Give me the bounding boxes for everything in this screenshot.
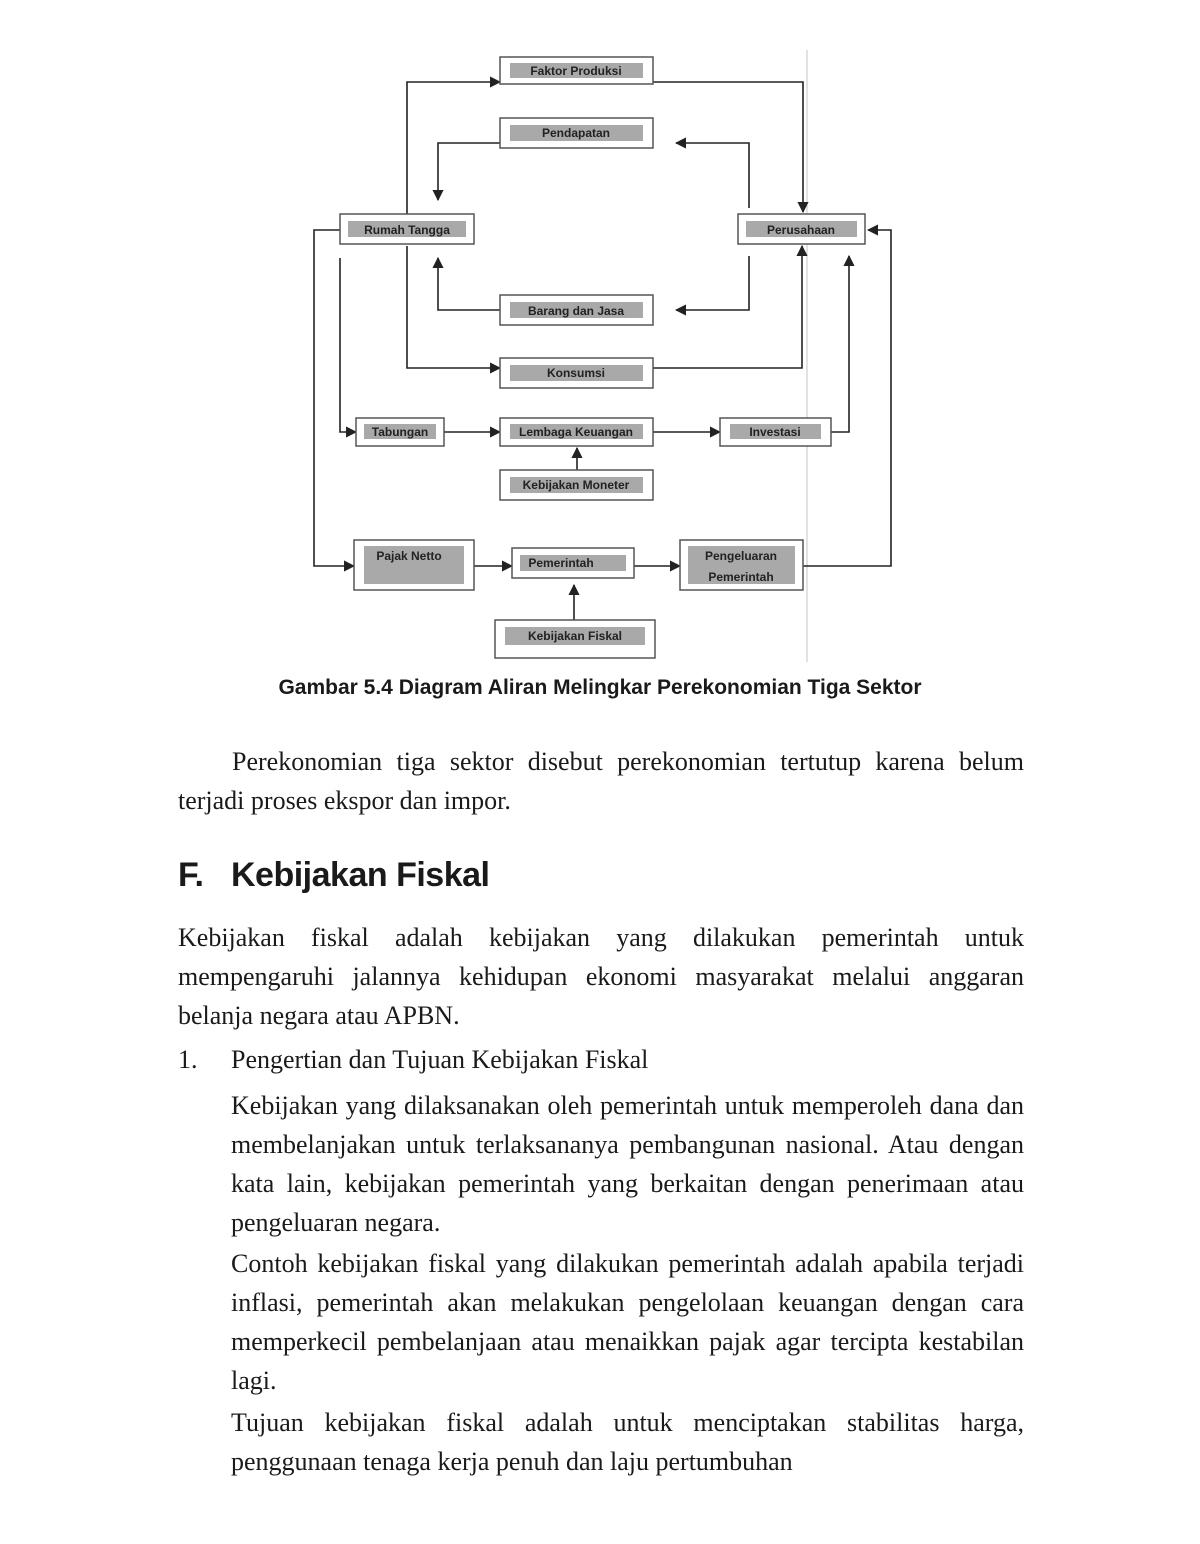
- flow-faktor-produksi-in: [407, 82, 500, 214]
- node-kebijakan-fiskal: [495, 620, 655, 658]
- flow-faktor-produksi-out: [653, 82, 803, 212]
- flow-barang-jasa-out: [438, 258, 500, 310]
- svg-text:Pemerintah: Pemerintah: [708, 570, 774, 584]
- node-investasi: [720, 418, 831, 446]
- svg-text:Kebijakan Moneter: Kebijakan Moneter: [522, 478, 630, 492]
- node-barang-dan-jasa: [500, 295, 653, 325]
- node-pemerintah: [512, 548, 634, 578]
- intro-paragraph: Perekonomian tiga sektor disebut perekonomian tertutup karena belum terjadi proses ekspor dan impor.: [178, 747, 1024, 815]
- flow-konsumsi-out: [653, 246, 802, 368]
- list-paragraph: Tujuan kebijakan fiskal adalah untuk menciptakan stabilitas harga, penggunaan tenaga kerja penuh dan laju pertumbuhan: [231, 1408, 1024, 1476]
- svg-text:Investasi: Investasi: [749, 425, 801, 439]
- node-lembaga-keuangan: [500, 418, 653, 446]
- node-pajak-netto: [354, 540, 474, 590]
- svg-text:Konsumsi: Konsumsi: [546, 366, 606, 380]
- flow-investasi-out: [831, 256, 849, 432]
- list-item-number: 1.: [178, 1045, 198, 1074]
- circular-flow-diagram: [0, 0, 1200, 670]
- list-paragraph: Contoh kebijakan fiskal yang dilakukan pemerintah adalah apabila terjadi inflasi, pemerintah akan melakukan pengelolaan keuangan dengan cara memperkecil pembelanjaan atau menaikkan pajak agar tercipta kestabilan lagi.: [231, 1249, 1024, 1395]
- section-heading: [178, 856, 489, 895]
- list-paragraph: Kebijakan yang dilaksanakan oleh pemerintah untuk memperoleh dana dan membelanjakan untuk terlaksananya pembangunan nasional. Atau dengan kata lain, kebijakan pemerintah yang berkaitan dengan penerimaan atau pengeluaran negara.: [231, 1091, 1024, 1237]
- flow-konsumsi-in: [407, 246, 500, 368]
- list-item-label: Pengertian dan Tujuan Kebijakan Fiskal: [231, 1045, 649, 1074]
- svg-text:Pengeluaran: Pengeluaran: [704, 549, 778, 563]
- svg-text:Lembaga Keuangan: Lembaga Keuangan: [518, 425, 634, 439]
- figure-caption: Gambar 5.4 Diagram Aliran Melingkar Perekonomian Tiga Sektor: [278, 676, 922, 699]
- flow-barang-jasa-in: [676, 256, 749, 310]
- flow-pendapatan-out: [438, 143, 500, 200]
- section-letter: F.: [178, 856, 204, 894]
- node-pengeluaran-pemerintah: [680, 540, 803, 590]
- flow-pendapatan-in: [676, 143, 749, 208]
- node-tabungan: [356, 418, 444, 446]
- svg-text:Pemerintah: Pemerintah: [528, 556, 594, 570]
- node-perusahaan: [738, 214, 865, 244]
- flow-tabungan-in: [340, 258, 356, 432]
- node-rumah-tangga: [340, 214, 474, 244]
- svg-text:Perusahaan: Perusahaan: [766, 223, 836, 237]
- svg-text:Faktor Produksi: Faktor Produksi: [530, 64, 622, 78]
- flow-pengeluaran-out: [803, 230, 891, 566]
- node-kebijakan-moneter: [500, 470, 653, 500]
- svg-text:Kebijakan Fiskal: Kebijakan Fiskal: [527, 629, 623, 643]
- svg-text:Rumah Tangga: Rumah Tangga: [364, 223, 450, 237]
- svg-text:Barang dan Jasa: Barang dan Jasa: [527, 304, 625, 318]
- flow-pajak-in: [314, 230, 354, 566]
- svg-text:Pajak Netto: Pajak Netto: [376, 549, 442, 563]
- node-pendapatan: [500, 118, 653, 148]
- section-paragraph: Kebijakan fiskal adalah kebijakan yang dilakukan pemerintah untuk mempengaruhi jalannya kehidupan ekonomi masyarakat melalui anggaran belanja negara atau APBN.: [178, 923, 1024, 1030]
- node-konsumsi: [500, 358, 653, 388]
- section-title: Kebijakan Fiskal: [231, 856, 490, 894]
- svg-text:Tabungan: Tabungan: [371, 425, 429, 439]
- node-faktor-produksi: [500, 57, 653, 84]
- svg-text:Pendapatan: Pendapatan: [541, 126, 611, 140]
